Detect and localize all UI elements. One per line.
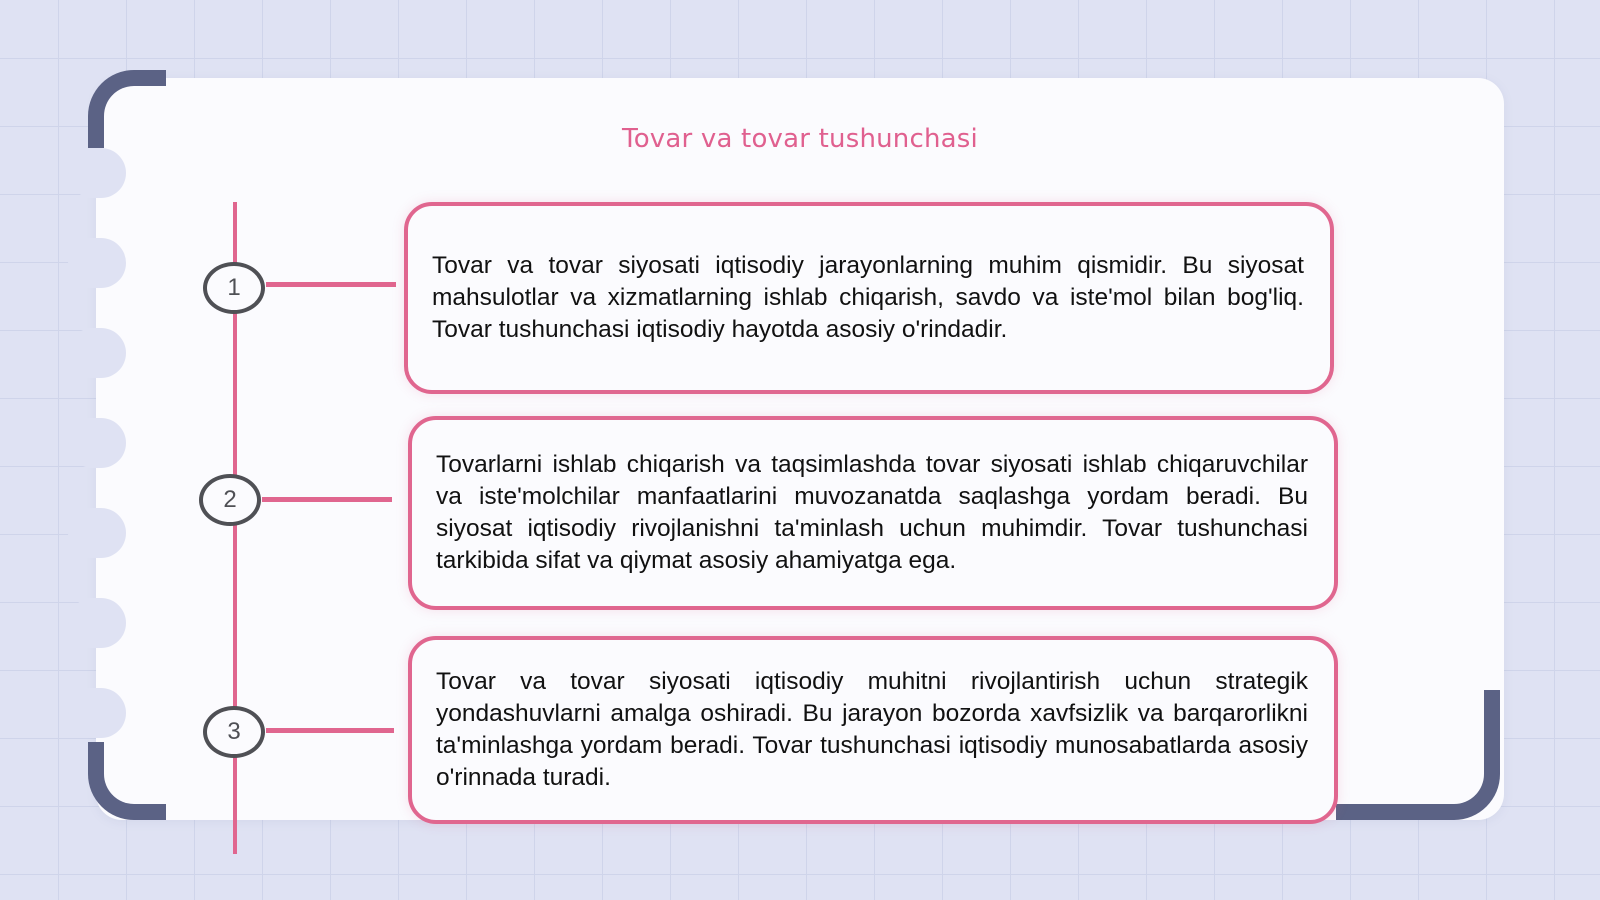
paper-scallop [68,148,126,198]
timeline-connector-2 [262,497,392,502]
timeline-connector-1 [266,282,396,287]
step-number-3: 3 [203,706,265,758]
text-box-3 [408,636,1338,824]
paper-scallop [68,328,126,378]
step-number-2: 2 [199,474,261,526]
text-box-1-content: Tovar va tovar siyosati iqtisodiy jarayonlarning muhim qismidir. Bu siyosat mahsulotlar va xizmatlarning ishlab chiqarish, savdo va iste'mol bilan bog'liq. Tovar tushunchasi iqtisodiy hayotda asosiy o'rindadir. [432,252,1304,343]
paper-scallop [68,508,126,558]
paper-scallop [68,418,126,468]
paper-scallop [68,688,126,738]
text-box-1 [404,202,1334,394]
slide-title: Tovar va tovar tushunchasi [622,124,978,154]
text-box-2 [408,416,1338,610]
text-box-3-content: Tovar va tovar siyosati iqtisodiy muhitni rivojlantirish uchun strategik yondashuvlarni amalga oshiradi. Bu jarayon bozorda xavfsizlik va barqarorlikni ta'minlashga yordam beradi. Tovar tushunchasi iqtisodiy munosabatlarda asosiy o'rinnada turadi. [436,668,1308,791]
text-box-2-content: Tovarlarni ishlab chiqarish va taqsimlashda tovar siyosati ishlab chiqaruvchilar va iste'molchilar manfaatlarini muvozanatda saqlashga yordam beradi. Bu siyosat iqtisodiy rivojlanishni ta'minlash uchun muhimdir. Tovar tushunchasi tarkibida sifat va qiymat asosiy ahamiyatga ega. [436,451,1308,574]
frame-corner-bottom-right [1336,690,1500,820]
paper-scallop [68,238,126,288]
step-number-1: 1 [203,262,265,314]
timeline-connector-3 [266,728,394,733]
paper-scallop [68,598,126,648]
